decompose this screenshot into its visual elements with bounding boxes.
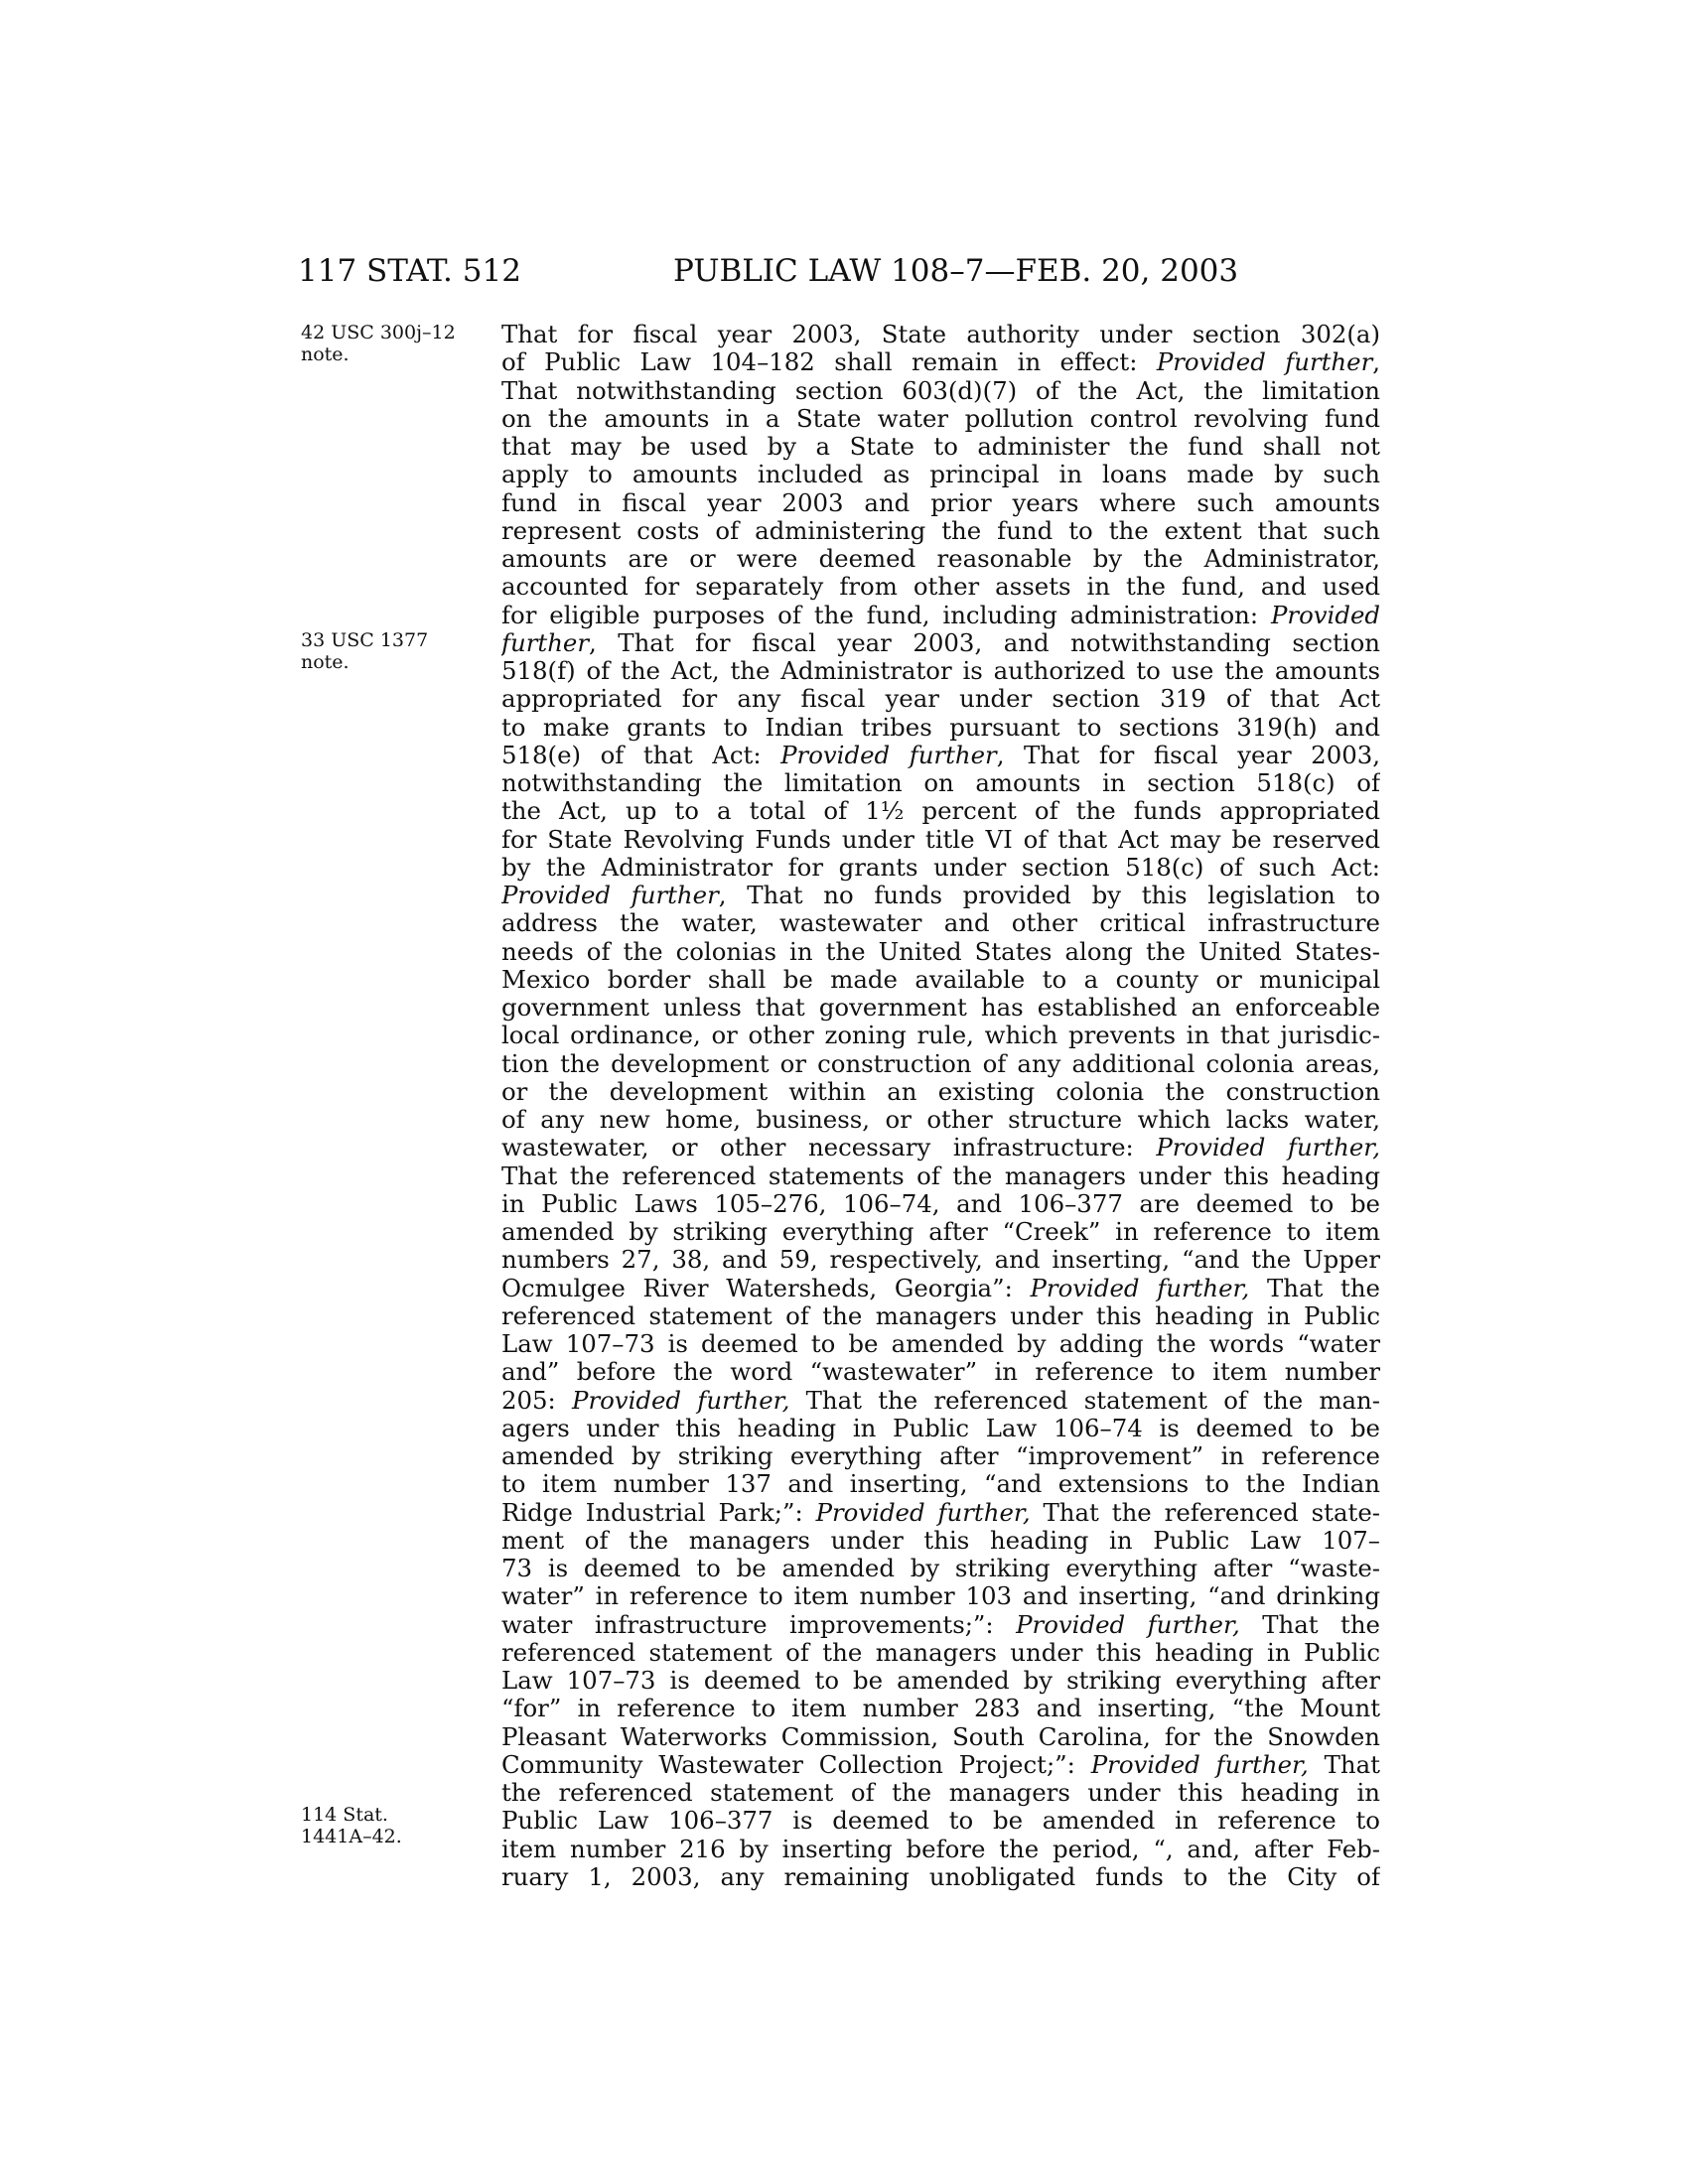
body-text-line xyxy=(501,573,1380,601)
italic-text-segment: Provided further xyxy=(501,882,719,909)
text-segment: to make grants to Indian tribes pursuant to sections 319(h) and xyxy=(501,713,1380,742)
body-text-line xyxy=(501,1246,1380,1274)
body-text-line xyxy=(501,657,1380,685)
body-text-line xyxy=(501,1330,1380,1358)
body-text-line xyxy=(501,489,1380,517)
text-segment: That the xyxy=(1249,1274,1380,1302)
text-segment: amended by striking everything after “Creek” in reference to item xyxy=(501,1218,1380,1246)
body-text-line xyxy=(501,742,1380,769)
text-segment: referenced statement of the managers under this heading in Public xyxy=(501,1301,1380,1330)
text-segment: Community Wastewater Collection Project;”: xyxy=(501,1750,1091,1779)
body-text-line xyxy=(501,1723,1380,1751)
text-segment: in Public Laws 105–276, 106–74, and 106–377 are deemed to be xyxy=(501,1189,1380,1218)
margin-note-line: note. xyxy=(301,343,350,365)
body-text-line xyxy=(501,1499,1380,1527)
body-text-line xyxy=(501,826,1380,854)
text-segment: tion the development or construction of any additional colonia areas, xyxy=(501,1049,1380,1078)
body-text-line xyxy=(501,854,1380,882)
body-text-line xyxy=(501,1836,1380,1863)
body-text-line xyxy=(501,1134,1380,1161)
italic-text-segment: Provided xyxy=(1271,601,1380,629)
body-text-line xyxy=(501,1190,1380,1218)
text-segment: That the referenced state- xyxy=(1030,1498,1380,1527)
margin-note-citation xyxy=(301,629,480,673)
text-segment: Pleasant Waterworks Commission, South Carolina, for the Snowden xyxy=(501,1722,1380,1751)
text-segment: Public Law 106–377 is deemed to be amended in reference to xyxy=(501,1807,1380,1836)
text-segment: ruary 1, 2003, any remaining unobligated funds to the City of xyxy=(501,1862,1380,1891)
text-segment: or the development within an existing colonia the construction xyxy=(501,1077,1380,1106)
text-segment: for eligible purposes of the fund, including administration: xyxy=(501,601,1271,629)
body-text-line xyxy=(501,1442,1380,1470)
text-segment: amounts are or were deemed reasonable by the Administrator, xyxy=(501,545,1380,573)
italic-text-segment: Provided further, xyxy=(1030,1274,1250,1302)
text-segment: water infrastructure improvements;”: xyxy=(501,1610,1017,1639)
margin-note-line: note. xyxy=(301,651,350,673)
text-segment: agers under this heading in Public Law 106–74 is deemed to be xyxy=(501,1414,1380,1442)
text-segment: local ordinance, or other zoning rule, which prevents in that jurisdic- xyxy=(501,1022,1380,1050)
text-segment: government unless that government has established an enforceable xyxy=(501,994,1380,1022)
text-segment: fund in fiscal year 2003 and prior years where such amounts xyxy=(501,488,1380,517)
italic-text-segment: Provided further xyxy=(780,741,997,769)
body-text-line xyxy=(501,685,1380,713)
text-segment: , xyxy=(1372,348,1380,377)
body-text-line xyxy=(501,1162,1380,1190)
body-text-line xyxy=(501,938,1380,966)
text-segment: needs of the colonias in the United States along the United States- xyxy=(501,937,1380,966)
text-segment: and” before the word “wastewater” in reference to item number xyxy=(501,1358,1380,1387)
statute-page-reference: 117 STAT. 512 xyxy=(298,253,521,289)
text-segment: of any new home, business, or other structure which lacks water, xyxy=(501,1106,1380,1134)
margin-note-citation xyxy=(301,322,480,365)
text-segment: Law 107–73 is deemed to be amended by striking everything after xyxy=(501,1667,1380,1695)
body-text-line xyxy=(501,1582,1380,1610)
text-segment: the referenced statement of the managers under this heading in xyxy=(501,1779,1380,1807)
body-text-line xyxy=(501,1078,1380,1106)
italic-text-segment: further xyxy=(501,628,589,657)
text-segment: water” in reference to item number 103 and inserting, “and drinking xyxy=(501,1582,1380,1611)
italic-text-segment: Provided further, xyxy=(1090,1750,1309,1779)
margin-note-line: 42 USC 300j–12 xyxy=(301,322,456,343)
text-segment: , That for fiscal year 2003, xyxy=(996,741,1380,769)
body-text-line xyxy=(501,433,1380,461)
body-text-line xyxy=(501,769,1380,797)
margin-note-citation xyxy=(301,1804,480,1847)
text-segment: Ridge Industrial Park;”: xyxy=(501,1498,816,1527)
text-segment: appropriated for any fiscal year under section 319 of that Act xyxy=(501,685,1380,714)
text-segment: referenced statement of the managers under this heading in Public xyxy=(501,1638,1380,1667)
body-text-column xyxy=(501,321,1380,1891)
body-text-line xyxy=(501,1863,1380,1891)
text-segment: of Public Law 104–182 shall remain in effect: xyxy=(501,348,1157,377)
text-segment: amended by striking everything after “improvement” in reference xyxy=(501,1442,1380,1470)
italic-text-segment: Provided further, xyxy=(1016,1610,1240,1639)
text-segment: That xyxy=(1308,1750,1380,1779)
text-segment: , That no funds provided by this legislation to xyxy=(718,882,1380,909)
text-segment: That notwithstanding section 603(d)(7) of the Act, the limitation xyxy=(501,376,1380,405)
text-segment: 205: xyxy=(501,1386,573,1415)
body-text-line xyxy=(501,797,1380,825)
text-segment: , That for fiscal year 2003, and notwithstanding section xyxy=(589,628,1380,657)
margin-note-line: 33 USC 1377 xyxy=(301,629,429,651)
text-segment: notwithstanding the limitation on amounts in section 518(c) of xyxy=(501,769,1380,797)
body-text-line xyxy=(501,1022,1380,1049)
body-text-line xyxy=(501,1639,1380,1667)
body-text-line xyxy=(501,1302,1380,1330)
body-text-line xyxy=(501,405,1380,433)
margin-note-line: 1441A–42. xyxy=(301,1826,402,1847)
body-text-line xyxy=(501,1050,1380,1078)
text-segment: That the referenced statement of the man- xyxy=(789,1386,1380,1415)
body-text-line xyxy=(501,1275,1380,1302)
text-segment: 518(f) of the Act, the Administrator is authorized to use the amounts xyxy=(501,657,1380,685)
body-text-line xyxy=(501,377,1380,405)
body-text-line xyxy=(501,882,1380,909)
text-segment: That the referenced statements of the managers under this heading xyxy=(501,1161,1380,1190)
italic-text-segment: Provided further, xyxy=(1156,1134,1380,1162)
text-segment: That for fiscal year 2003, State authority under section 302(a) xyxy=(501,321,1380,348)
body-text-line xyxy=(501,321,1380,348)
text-segment: that may be used by a State to administer the fund shall not xyxy=(501,433,1380,461)
text-segment: the Act, up to a total of 1½ percent of the funds appropriated xyxy=(501,797,1380,826)
text-segment: That the xyxy=(1239,1610,1380,1639)
text-segment: apply to amounts included as principal in loans made by such xyxy=(501,461,1380,489)
text-segment: ment of the managers under this heading in Public Law 107– xyxy=(501,1526,1380,1555)
body-text-line xyxy=(501,1415,1380,1442)
body-text-line xyxy=(501,994,1380,1022)
text-segment: by the Administrator for grants under section 518(c) of such Act: xyxy=(501,853,1380,882)
italic-text-segment: Provided further xyxy=(1156,348,1373,377)
italic-text-segment: Provided further, xyxy=(815,1498,1031,1527)
body-text-line xyxy=(501,1218,1380,1246)
body-text-line xyxy=(501,1527,1380,1555)
text-segment: item number 216 by inserting before the period, “, and, after Feb- xyxy=(501,1835,1380,1863)
body-text-line xyxy=(501,1555,1380,1582)
margin-note-line: 114 Stat. xyxy=(301,1804,388,1826)
text-segment: 518(e) of that Act: xyxy=(501,741,781,769)
public-law-reference: PUBLIC LAW 108–7—FEB. 20, 2003 xyxy=(673,253,1239,289)
body-text-line xyxy=(501,517,1380,545)
body-text-line xyxy=(501,461,1380,488)
body-text-line xyxy=(501,1358,1380,1386)
text-segment: address the water, wastewater and other critical infrastructure xyxy=(501,909,1380,938)
page-header xyxy=(298,251,1380,291)
body-text-line xyxy=(501,966,1380,994)
body-text-line xyxy=(501,909,1380,937)
body-text-line xyxy=(501,1667,1380,1695)
body-text-line xyxy=(501,1779,1380,1807)
text-segment: numbers 27, 38, and 59, respectively, and inserting, “and the Upper xyxy=(501,1246,1380,1275)
body-text-line xyxy=(501,1751,1380,1779)
body-text-line xyxy=(501,1106,1380,1134)
text-segment: to item number 137 and inserting, “and extensions to the Indian xyxy=(501,1470,1380,1499)
body-text-line xyxy=(501,1695,1380,1722)
body-text-line xyxy=(501,602,1380,629)
body-text-line xyxy=(501,714,1380,742)
text-segment: for State Revolving Funds under title VI of that Act may be reserved xyxy=(501,825,1380,854)
body-text-line xyxy=(501,1470,1380,1498)
text-segment: Mexico border shall be made available to a county or municipal xyxy=(501,965,1380,994)
body-text-line xyxy=(501,1611,1380,1639)
body-text-line xyxy=(501,1387,1380,1415)
body-text-line xyxy=(501,1807,1380,1835)
text-segment: 73 is deemed to be amended by striking everything after “waste- xyxy=(501,1555,1380,1582)
text-segment: Ocmulgee River Watersheds, Georgia”: xyxy=(501,1274,1031,1302)
text-segment: represent costs of administering the fund to the extent that such xyxy=(501,516,1380,545)
text-segment: accounted for separately from other assets in the fund, and used xyxy=(501,573,1380,602)
text-segment: on the amounts in a State water pollution control revolving fund xyxy=(501,404,1380,433)
text-segment: “for” in reference to item number 283 and inserting, “the Mount xyxy=(501,1695,1380,1723)
body-text-line xyxy=(501,348,1380,376)
body-text-line xyxy=(501,629,1380,657)
italic-text-segment: Provided further, xyxy=(572,1386,790,1415)
text-segment: Law 107–73 is deemed to be amended by adding the words “water xyxy=(501,1330,1380,1358)
body-text-line xyxy=(501,545,1380,573)
text-segment: wastewater, or other necessary infrastructure: xyxy=(501,1134,1157,1162)
